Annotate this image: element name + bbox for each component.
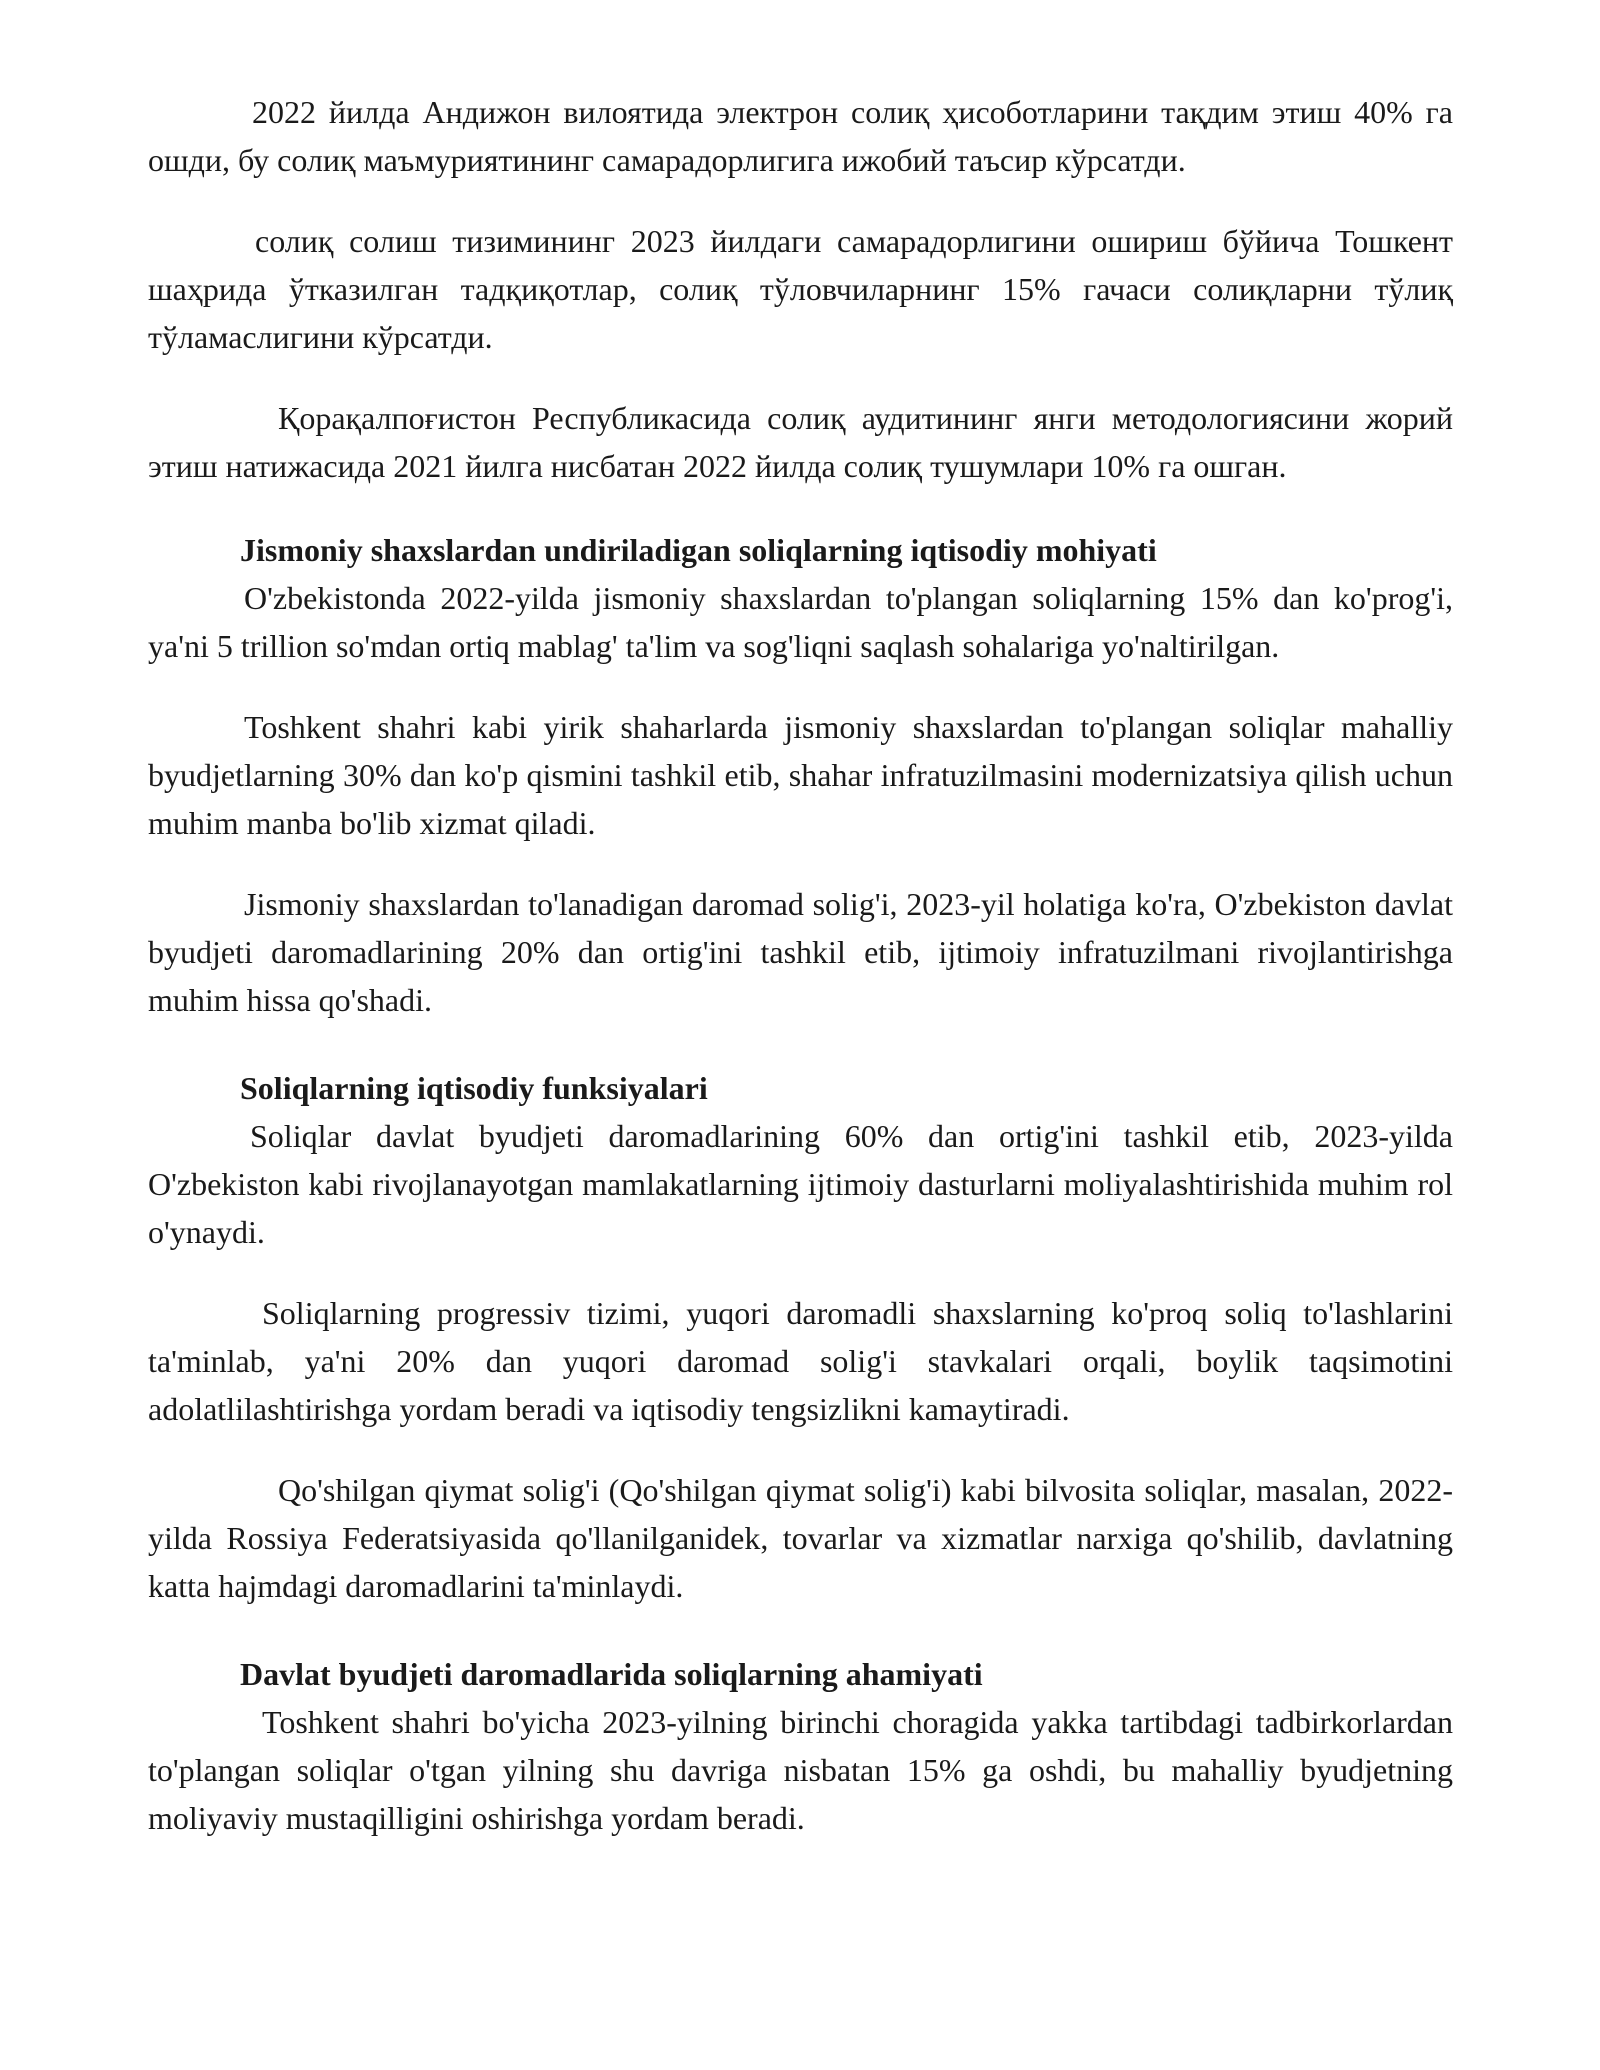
- paragraph-income-tax-2023: Jismoniy shaxslardan to'lanadigan daromad solig'i, 2023-yil holatiga ko'ra, O'zbekiston davlat byudjeti daromadlarining 20% dan ortig'ini tashkil etib, ijtimoiy infratuzilmani rivojlantirishga muhim hissa qo'shadi.: [148, 886, 1453, 1018]
- paragraph-andijan-reports: 2022 йилда Андижон вилоятида электрон солиқ ҳисоботларини тақдим этиш 40% га ошди, бу солиқ маъмуриятининг самарадорлигига ижобий таъсир кўрсатди.: [148, 94, 1453, 178]
- document-page: [148, 88, 1453, 1842]
- paragraph-individual-taxes-2022: O'zbekistonda 2022-yilda jismoniy shaxslardan to'plangan soliqlarning 15% dan ko'prog'i, ya'ni 5 trillion so'mdan ortiq mablag' ta'lim va sog'liqni saqlash sohalariga yo'naltirilgan.: [148, 580, 1453, 664]
- paragraph-progressive-system: Soliqlarning progressiv tizimi, yuqori daromadli shaxslarning ko'proq soliq to'lashlarini ta'minlab, ya'ni 20% dan yuqori daromad solig'i stavkalari orqali, boylik taqsimotini adolatlilashtirishga yordam beradi va iqtisodiy tengsizlikni kamaytiradi.: [148, 1295, 1453, 1427]
- paragraph-city-budgets: Toshkent shahri kabi yirik shaharlarda jismoniy shaxslardan to'plangan soliqlar mahalliy byudjetlarning 30% dan ko'p qismini tashkil etib, shahar infratuzilmasini modernizatsiya qilish uchun muhim manba bo'lib xizmat qiladi.: [148, 709, 1453, 841]
- paragraph-budget-share: Soliqlar davlat byudjeti daromadlarining 60% dan ortig'ini tashkil etib, 2023-yilda O'zbekiston kabi rivojlanayotgan mamlakatlarning ijtimoiy dasturlarni moliyalashtirishida muhim rol o'ynaydi.: [148, 1118, 1453, 1250]
- section-heading-tax-functions: Soliqlarning iqtisodiy funksiyalari: [240, 1070, 708, 1106]
- paragraph-vat: Qo'shilgan qiymat solig'i (Qo'shilgan qiymat solig'i) kabi bilvosita soliqlar, masalan, 2022-yilda Rossiya Federatsiyasida qo'llanilganidek, tovarlar va xizmatlar narxiga qo'shilib, davlatning katta hajmdagi daromadlarini ta'minlaydi.: [148, 1472, 1453, 1604]
- paragraph-tashkent-entrepreneurs: Toshkent shahri bo'yicha 2023-yilning birinchi choragida yakka tartibdagi tadbirkorlardan to'plangan soliqlar o'tgan yilning shu davriga nisbatan 15% ga oshdi, bu mahalliy byudjetning moliyaviy mustaqilligini oshirishga yordam beradi.: [148, 1704, 1453, 1836]
- paragraph-tashkent-research: солиқ солиш тизимининг 2023 йилдаги самарадорлигини ошириш бўйича Тошкент шаҳрида ўтказилган тадқиқотлар, солиқ тўловчиларнинг 15% гачаси солиқларни тўлиқ тўламаслигини кўрсатди.: [148, 223, 1453, 355]
- paragraph-karakalpakstan-audit: Қорақалпоғистон Республикасида солиқ аудитининг янги методологиясини жорий этиш натижасида 2021 йилга нисбатан 2022 йилда солиқ тушумлари 10% га ошган.: [148, 400, 1453, 484]
- section-heading-budget-importance: Davlat byudjeti daromadlarida soliqlarning ahamiyati: [240, 1656, 983, 1692]
- section-heading-individual-taxes: Jismoniy shaxslardan undiriladigan soliqlarning iqtisodiy mohiyati: [240, 532, 1157, 568]
